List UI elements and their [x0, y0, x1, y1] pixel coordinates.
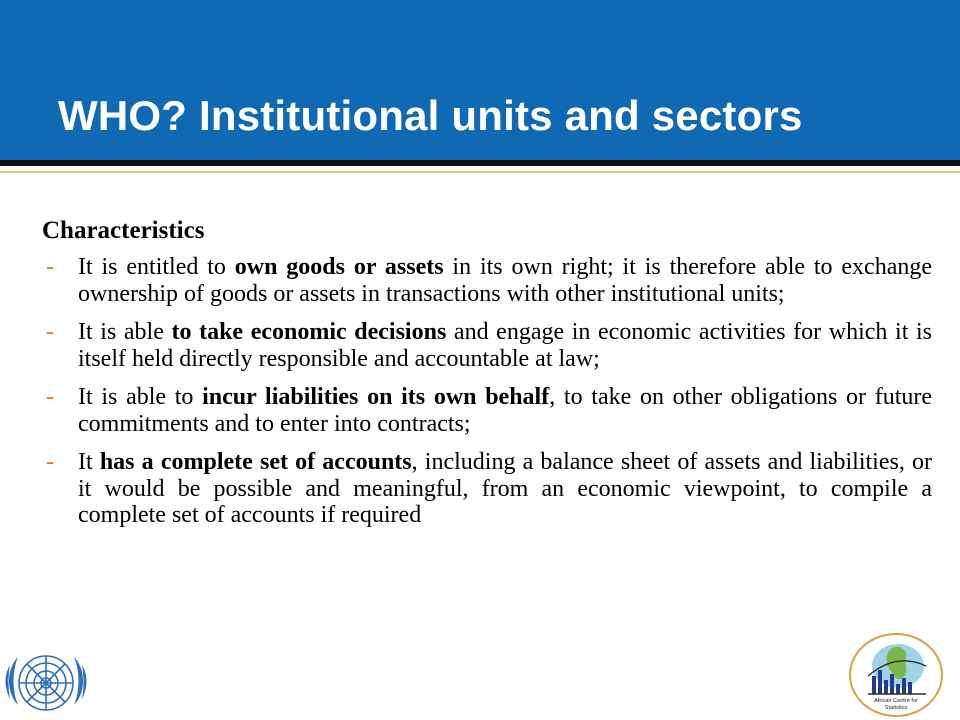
bullet-item	[42, 254, 932, 307]
un-emblem-icon	[2, 643, 90, 720]
bullet-text: It is entitled to	[78, 254, 235, 280]
logo-text-line2: Statistics	[884, 705, 908, 711]
bullet-emphasis: incur liabilities on its own behalf	[202, 384, 550, 410]
title-divider-black	[0, 160, 960, 166]
bullet-text: in its own right; it is therefore able to exchange ownership of goods or assets in transactions with other institutional units;	[78, 254, 933, 307]
bullet-emphasis: to take economic decisions	[171, 319, 447, 345]
bullet-text: It is able	[78, 319, 172, 345]
bullet-text: , to take on other obligations or future commitments and to enter into contracts;	[78, 384, 933, 437]
bullet-emphasis: has a complete set of accounts	[99, 449, 412, 475]
bullet-emphasis: own goods or assets	[234, 254, 444, 280]
title-bar	[0, 0, 960, 160]
bullet-text: It is able to	[78, 384, 203, 410]
slide-body	[42, 216, 932, 541]
bullet-text: It	[78, 449, 100, 475]
logo-text-line1: African Centre for	[874, 698, 918, 704]
bullet-marker: -	[46, 449, 54, 475]
title-divider-gold	[0, 171, 960, 173]
bullet-item	[42, 384, 932, 437]
slide-title: WHO? Institutional units and sectors	[58, 92, 803, 139]
bullet-text: and engage in economic activities for which it is itself held directly responsible and accountable at law;	[78, 319, 933, 372]
bullet-marker: -	[46, 254, 54, 280]
bullet-marker: -	[46, 384, 54, 410]
bullet-item	[42, 319, 932, 372]
bullet-item	[42, 449, 932, 529]
african-centre-for-statistics-logo	[848, 632, 944, 718]
section-heading: Characteristics	[42, 217, 205, 244]
bullet-marker: -	[46, 319, 54, 345]
bullet-text: , including a balance sheet of assets and liabilities, or it would be possible and meaningful, from an economic viewpoint, to compile a complete set of accounts if required	[78, 449, 932, 528]
